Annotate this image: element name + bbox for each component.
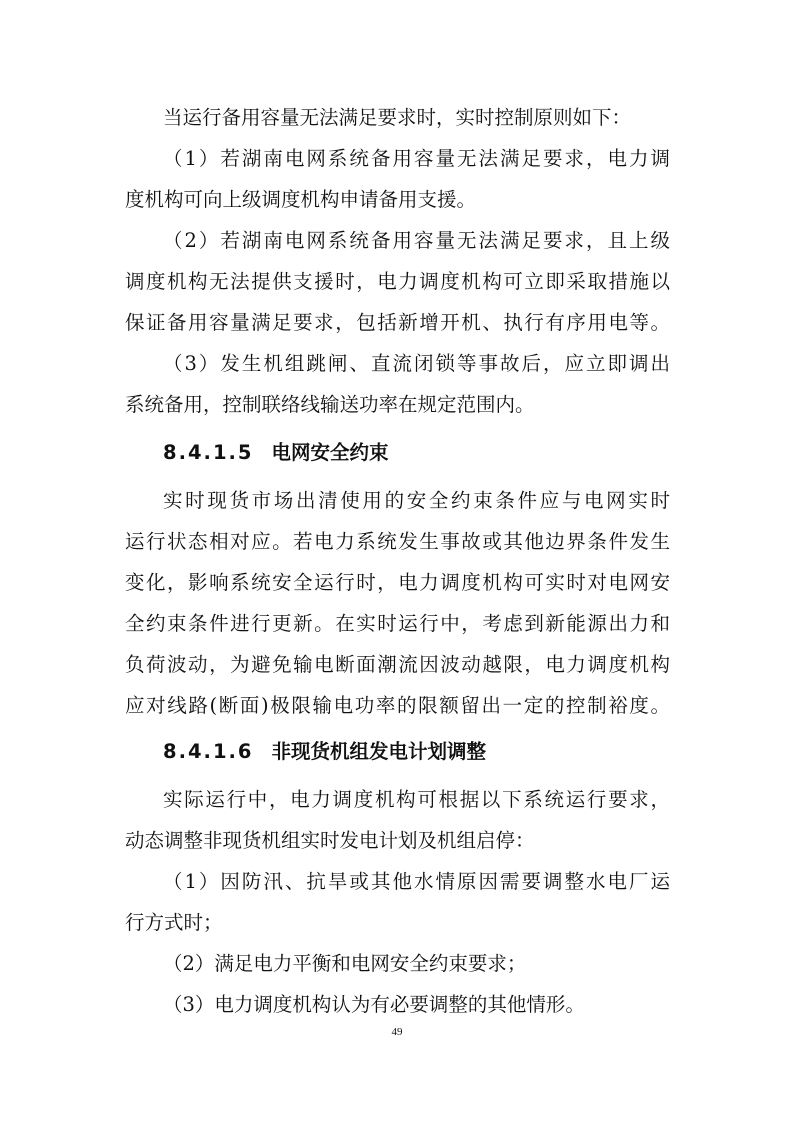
- paragraph-line: 全约束条件进行更新。在实时运行中，考虑到新能源出力和: [125, 612, 670, 635]
- paragraph-line: 当运行备用容量无法满足要求时，实时控制原则如下：: [163, 106, 632, 129]
- paragraph-line: 变化，影响系统安全运行时，电力调度机构可实时对电网安: [125, 571, 670, 594]
- paragraph-line: 行方式时；: [125, 911, 223, 934]
- paragraph-line: 运行状态相对应。若电力系统发生事故或其他边界条件发生: [125, 530, 670, 553]
- paragraph-line: （2）满足电力平衡和电网安全约束要求；: [163, 952, 527, 975]
- page-number: 49: [391, 1026, 403, 1038]
- paragraph-line: （3）电力调度机构认为有必要调整的其他情形。: [163, 993, 585, 1016]
- paragraph-line: （2）若湖南电网系统备用容量无法满足要求，且上级: [163, 229, 670, 252]
- section-title: 电网安全约束: [271, 441, 389, 464]
- paragraph-line: （1）因防汛、抗旱或其他水情原因需要调整水电厂运: [163, 870, 670, 893]
- section-number: 8.4.1.5: [163, 441, 254, 464]
- paragraph-line: 应对线路(断面)极限输电功率的限额留出一定的控制裕度。: [125, 694, 670, 717]
- section-number: 8.4.1.6: [163, 740, 254, 763]
- paragraph-line: 度机构可向上级调度机构申请备用支援。: [125, 188, 477, 211]
- section-title: 非现货机组发电计划调整: [271, 740, 487, 763]
- section-heading: [163, 731, 708, 772]
- section-heading: [163, 432, 708, 473]
- paragraph-line: 负荷波动，为避免输电断面潮流因波动越限，电力调度机构: [125, 653, 670, 676]
- paragraph-line: 实时现货市场出清使用的安全约束条件应与电网实时: [163, 489, 670, 512]
- paragraph-line: 保证备用容量满足要求，包括新增开机、执行有序用电等。: [125, 311, 670, 334]
- paragraph-line: （1）若湖南电网系统备用容量无法满足要求，电力调: [163, 147, 670, 170]
- paragraph-line: 实际运行中，电力调度机构可根据以下系统运行要求，: [163, 788, 670, 811]
- paragraph-line: 动态调整非现货机组实时发电计划及机组启停：: [125, 829, 535, 852]
- paragraph-line: 系统备用，控制联络线输送功率在规定范围内。: [125, 393, 535, 416]
- paragraph-line: （3）发生机组跳闸、直流闭锁等事故后，应立即调出: [163, 352, 670, 375]
- paragraph-line: 调度机构无法提供支援时，电力调度机构可立即采取措施以: [125, 270, 670, 293]
